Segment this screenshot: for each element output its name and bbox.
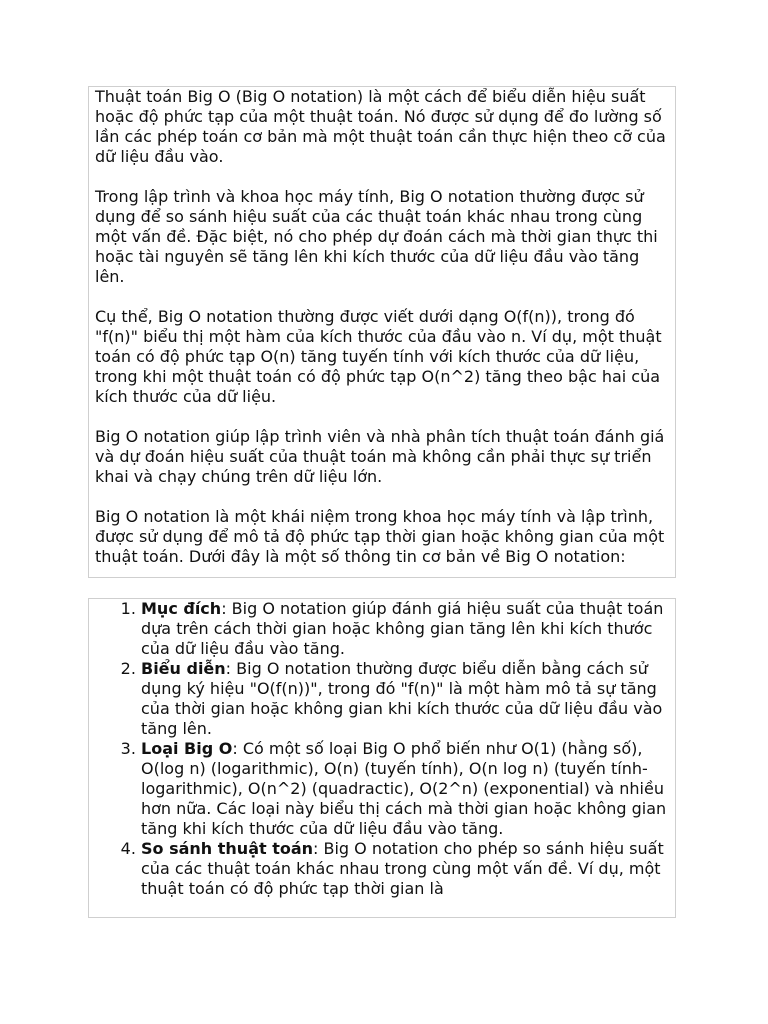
list-item [141,739,669,839]
numbered-list-block [88,598,676,918]
intro-paragraph-4: Big O notation giúp lập trình viên và nhà phân tích thuật toán đánh giá và dự đoán hiệu suất của thuật toán mà không cần phải thực sự triển khai và chạy chúng trên dữ liệu lớn. [95,427,665,486]
list-item-term: So sánh thuật toán [141,839,314,858]
list-item-text: : Big O notation thường được biểu diễn bằng cách sử dụng ký hiệu "O(f(n))", trong đó "f(n)" là một hàm mô tả sự tăng của thời gian hoặc không gian khi kích thước của dữ liệu đầu vào tăng lên. [141,659,663,738]
list-item-text: : Có một số loại Big O phổ biến như O(1) (hằng số), O(log n) (logarithmic), O(n) (tuyến tính), O(n log n) (tuyến tính-logarithmic), O(n^2) (quadractic), O(2^n) (exponential) và nhiều hơn nữa. Các loại này biểu thị cách mà thời gian hoặc không gian tăng khi kích thước của dữ liệu đầu vào tăng. [141,739,667,838]
list-item-text: : Big O notation cho phép so sánh hiệu suất của các thuật toán khác nhau trong cùng một vấn đề. Ví dụ, một thuật toán có độ phức tạp thời gian là [141,839,664,898]
intro-paragraph-3: Cụ thể, Big O notation thường được viết dưới dạng O(f(n)), trong đó "f(n)" biểu thị một hàm của kích thước của đầu vào n. Ví dụ, một thuật toán có độ phức tạp O(n) tăng tuyến tính với kích thước của dữ liệu, trong khi một thuật toán có độ phức tạp O(n^2) tăng theo bậc hai của kích thước của dữ liệu. [95,307,662,406]
list-item-text: : Big O notation giúp đánh giá hiệu suất của thuật toán dựa trên cách thời gian hoặc không gian tăng lên khi kích thước của dữ liệu đầu vào tăng. [141,599,664,658]
numbered-list [89,599,669,899]
list-item-term: Biểu diễn [141,659,226,678]
intro-text-block [88,86,676,578]
intro-paragraph-2: Trong lập trình và khoa học máy tính, Big O notation thường được sử dụng để so sánh hiệu suất của các thuật toán khác nhau trong cùng một vấn đề. Đặc biệt, nó cho phép dự đoán cách mà thời gian thực thi hoặc tài nguyên sẽ tăng lên khi kích thước của dữ liệu đầu vào tăng lên. [95,187,658,286]
list-item-term: Mục đích [141,599,222,618]
intro-paragraph-1: Thuật toán Big O (Big O notation) là một cách để biểu diễn hiệu suất hoặc độ phức tạp của một thuật toán. Nó được sử dụng để đo lường số lần các phép toán cơ bản mà một thuật toán cần thực hiện theo cỡ của dữ liệu đầu vào. [95,87,666,166]
intro-paragraph-5: Big O notation là một khái niệm trong khoa học máy tính và lập trình, được sử dụng để mô tả độ phức tạp thời gian hoặc không gian của một thuật toán. Dưới đây là một số thông tin cơ bản về Big O notation: [95,507,665,566]
list-item [141,659,669,739]
list-item [141,839,669,899]
list-item-term: Loại Big O [141,739,233,758]
list-item [141,599,669,659]
